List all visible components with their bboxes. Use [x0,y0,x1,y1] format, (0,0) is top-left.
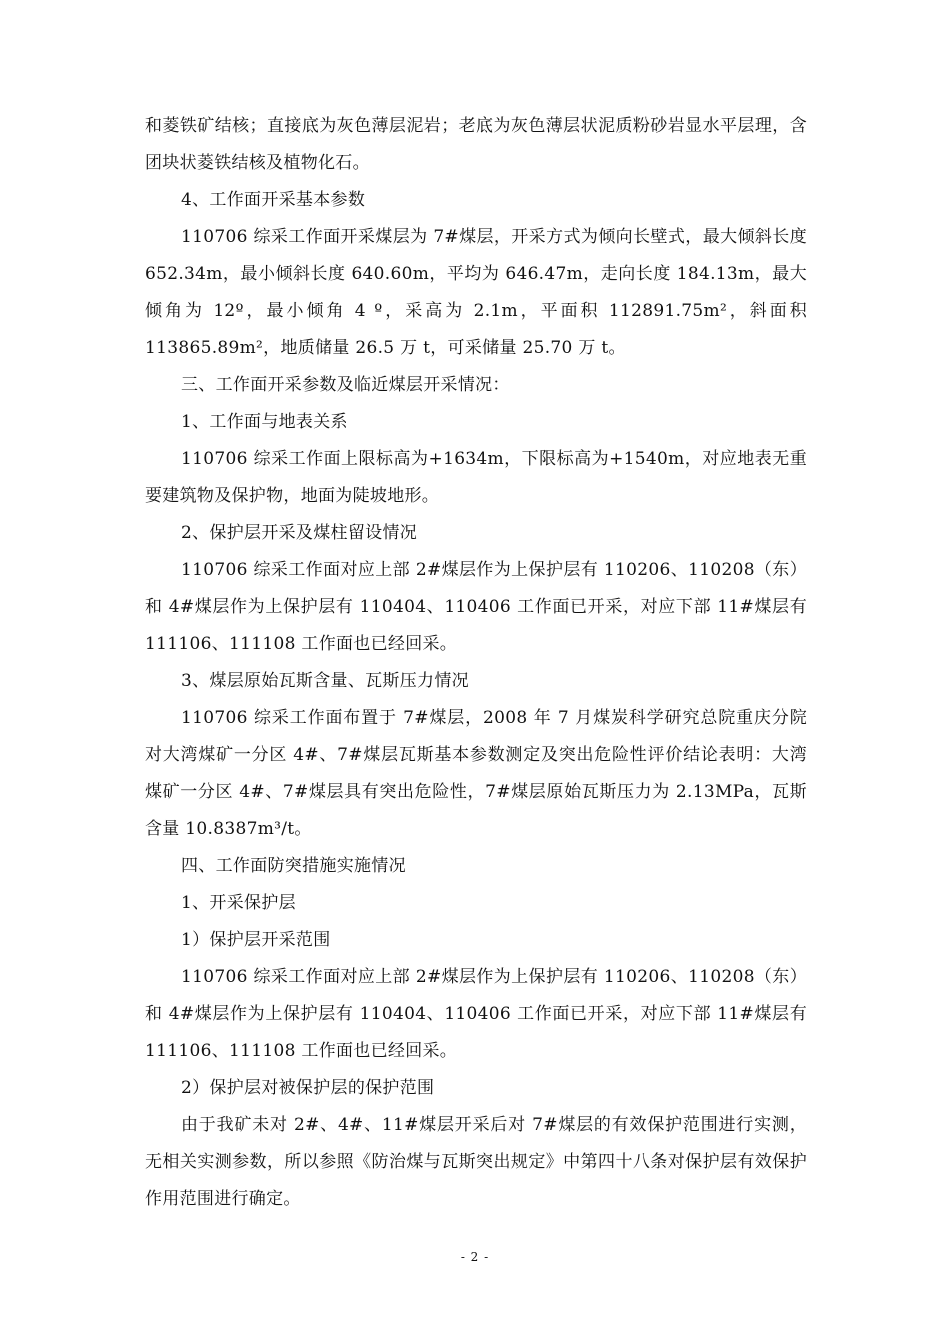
paragraph-protective-layer: 110706 综采工作面对应上部 2#煤层作为上保护层有 110206、110208（东）和 4#煤层作为上保护层有 110404、110406 工作面已开采，对应下部 11#煤层有 111106、111108 工作面也已经回采。 [145,560,807,654]
paragraph-continuation: 和菱铁矿结核；直接底为灰色薄层泥岩；老底为灰色薄层状泥质粉砂岩显水平层理，含团块状菱铁结核及植物化石。 [145,116,807,173]
paragraph-protection-scope: 由于我矿未对 2#、4#、11#煤层开采后对 7#煤层的有效保护范围进行实测，无相关实测参数，所以参照《防治煤与瓦斯突出规定》中第四十八条对保护层有效保护作用范围进行确定。 [145,1115,807,1209]
section-heading-mining-params: 三、工作面开采参数及临近煤层开采情况： [181,375,510,395]
document-body [145,108,807,1218]
section-heading-protective-range: 1）保护层开采范围 [181,930,331,950]
section-heading-outburst-prevention: 四、工作面防突措施实施情况 [181,856,406,876]
page-number: - 2 - [460,1250,490,1264]
section-heading-gas-content: 3、煤层原始瓦斯含量、瓦斯压力情况 [181,671,469,691]
paragraph-gas-content: 110706 综采工作面布置于 7#煤层，2008 年 7 月煤炭科学研究总院重庆分院对大湾煤矿一分区 4#、7#煤层瓦斯基本参数测定及突出危险性评价结论表明：大湾煤矿一分区 4#、7#煤层具有突出危险性，7#煤层原始瓦斯压力为 2.13MPa，瓦斯含量 10.8387m³/t。 [145,708,807,839]
section-heading-work-face-params: 4、工作面开采基本参数 [181,190,366,210]
section-heading-mining-protective: 1、开采保护层 [181,893,296,913]
section-heading-protection-scope: 2）保护层对被保护层的保护范围 [181,1078,435,1098]
paragraph-work-face-params: 110706 综采工作面开采煤层为 7#煤层，开采方式为倾向长壁式，最大倾斜长度 652.34m，最小倾斜长度 640.60m，平均为 646.47m，走向长度 184.13m，最大倾角为 12º，最小倾角 4 º，采高为 2.1m，平面积 112891.75m²，斜面积 113865.89m²，地质储量 26.5 万 t，可采储量 25.70 万 t。 [145,227,807,358]
paragraph-surface-relation: 110706 综采工作面上限标高为+1634m，下限标高为+1540m，对应地表无重要建筑物及保护物，地面为陡坡地形。 [145,449,807,506]
section-heading-protective-layer: 2、保护层开采及煤柱留设情况 [181,523,418,543]
paragraph-protective-range: 110706 综采工作面对应上部 2#煤层作为上保护层有 110206、110208（东）和 4#煤层作为上保护层有 110404、110406 工作面已开采，对应下部 11#煤层有 111106、111108 工作面也已经回采。 [145,967,807,1061]
section-heading-surface-relation: 1、工作面与地表关系 [181,412,348,432]
